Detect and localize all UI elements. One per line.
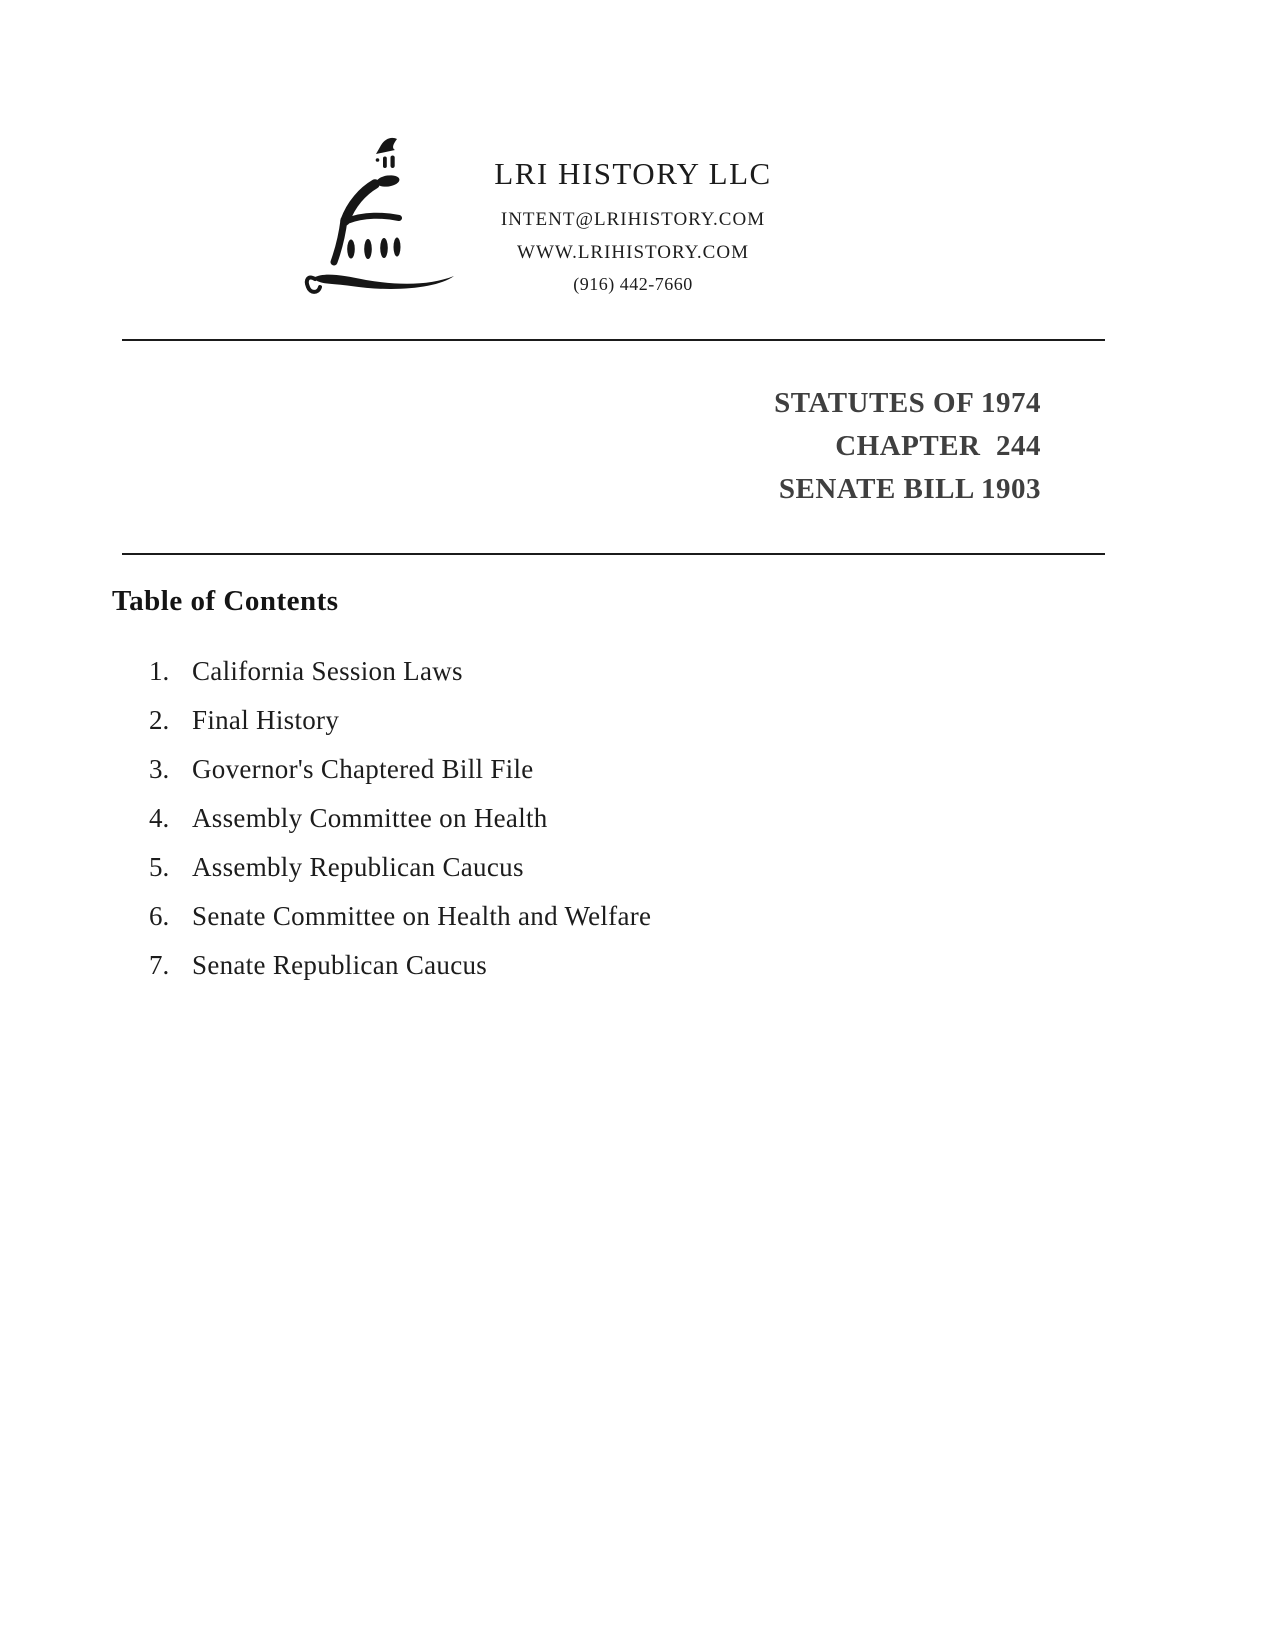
company-website: WWW.LRIHISTORY.COM — [517, 242, 749, 263]
toc-item — [149, 892, 651, 941]
letterhead — [428, 156, 838, 296]
company-email: INTENT@LRIHISTORY.COM — [500, 209, 766, 230]
toc-item — [149, 941, 651, 990]
toc-item-number: 3. — [149, 754, 170, 784]
toc-item — [149, 843, 651, 892]
toc-item-label: Final History — [192, 705, 340, 735]
toc-item-label: Governor's Chaptered Bill File — [192, 754, 534, 784]
toc-item — [149, 794, 651, 843]
toc-item-label: Senate Republican Caucus — [192, 950, 488, 980]
toc-item — [149, 745, 651, 794]
toc-item-number: 7. — [149, 950, 170, 980]
toc-item-label: Senate Committee on Health and Welfare — [192, 901, 652, 931]
toc-item-number: 6. — [149, 901, 170, 931]
toc-list — [149, 647, 651, 990]
toc-item — [149, 647, 651, 696]
toc-item-label: Assembly Committee on Health — [192, 803, 548, 833]
toc-item-number: 2. — [149, 705, 170, 735]
divider-bottom — [122, 553, 1105, 555]
toc-item-number: 1. — [149, 656, 170, 686]
company-name: LRI HISTORY LLC — [494, 156, 772, 191]
toc-item-number: 5. — [149, 852, 170, 882]
toc-item-number: 4. — [149, 803, 170, 833]
toc-item-label: Assembly Republican Caucus — [192, 852, 524, 882]
company-phone: (916) 442-7660 — [573, 274, 693, 294]
statutes-year-line: STATUTES OF 1974 — [774, 387, 1041, 419]
document-title-block — [641, 382, 1041, 511]
toc-item-label: California Session Laws — [192, 656, 463, 686]
divider-top — [122, 339, 1105, 341]
toc-heading: Table of Contents — [112, 585, 339, 617]
senate-bill-line: SENATE BILL 1903 — [778, 473, 1041, 505]
toc-item — [149, 696, 651, 745]
chapter-line: CHAPTER 244 — [835, 430, 1041, 462]
